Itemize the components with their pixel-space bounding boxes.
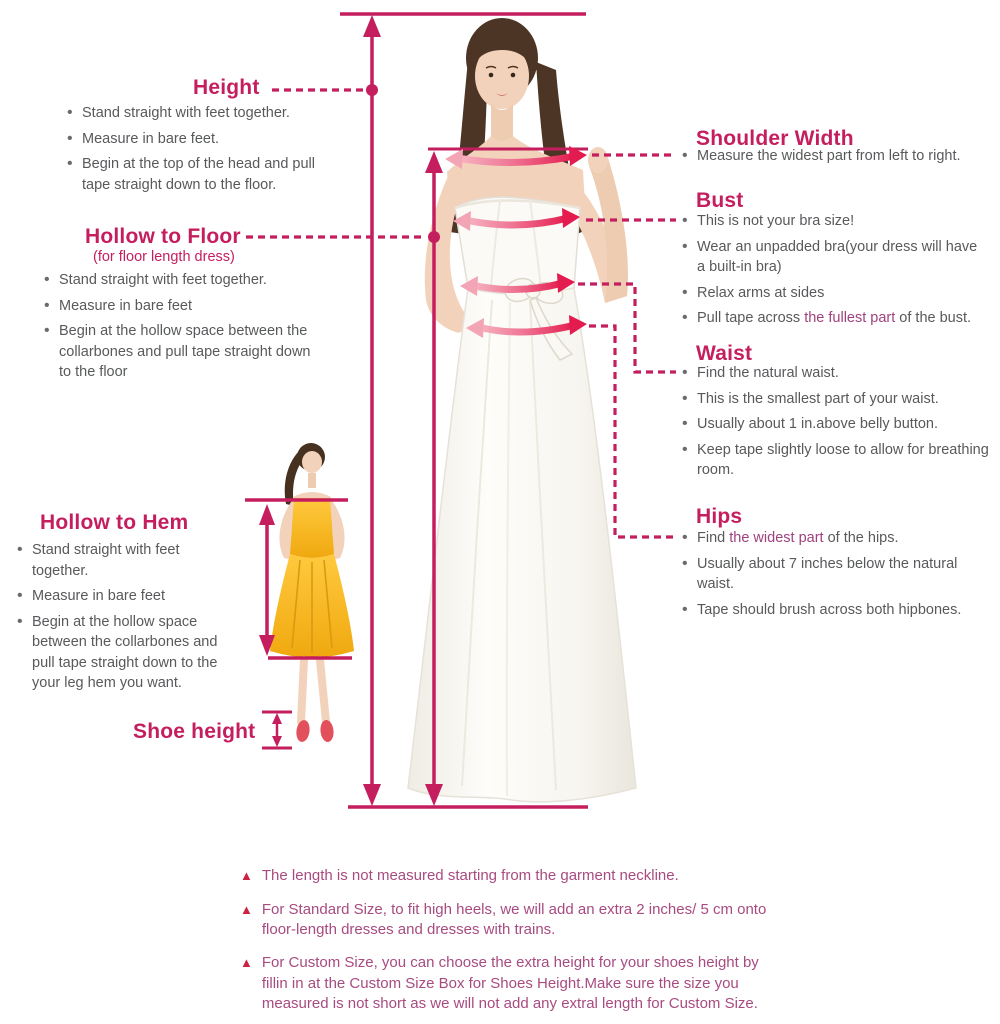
- waist-title: Waist: [696, 342, 753, 365]
- bust-bullet: • Relax arms at sides: [680, 283, 982, 304]
- hips-bullets: [680, 528, 992, 625]
- hips-bullet: • Usually about 7 inches below the natural waist.: [680, 554, 992, 595]
- hollow-to-floor-measure-line: [425, 151, 443, 806]
- waist-bullet: • Usually about 1 in.above belly button.: [680, 414, 992, 435]
- hollow-to-hem-bullet: • Stand straight with feet together.: [15, 540, 223, 581]
- dress-skirt: [408, 288, 636, 802]
- yellow-dress-skirt: [270, 554, 354, 658]
- hips-bullet: • Find the widest part of the hips.: [680, 528, 992, 549]
- waist-bullet: • This is the smallest part of your waist.: [680, 389, 992, 410]
- height-bullet: • Stand straight with feet together.: [65, 103, 337, 124]
- yellow-dress-bodice: [290, 498, 334, 558]
- hips-title: Hips: [696, 505, 743, 528]
- shoe-height-gauge: [262, 712, 292, 748]
- hollow-to-hem-bullet: • Measure in bare feet: [15, 586, 223, 607]
- shoulder-width-bullet: • Measure the widest part from left to right.: [680, 146, 992, 167]
- shoulder-width-arrow: [445, 146, 587, 169]
- hollow-to-floor-bullet: • Stand straight with feet together.: [42, 270, 324, 291]
- bust-bullets: [680, 211, 982, 334]
- shoe-height-title: Shoe height: [133, 720, 256, 743]
- waist-bullets: [680, 363, 992, 486]
- height-measure-line: [363, 15, 381, 806]
- warning-triangle-icon: ▲: [240, 901, 253, 917]
- note-standard-size: [240, 900, 785, 941]
- hollow-to-hem-bullet: • Begin at the hollow space between the collarbones and pull tape straight down to the your leg hem you want.: [15, 612, 223, 694]
- note-length: [240, 866, 785, 887]
- hips-connector: [589, 326, 676, 537]
- small-figure-measure-lines: [245, 500, 352, 658]
- waist-bow: [502, 275, 572, 360]
- dress-bodice: [455, 197, 580, 294]
- height-bullet: • Measure in bare feet.: [65, 129, 337, 150]
- waist-bullet: • Find the natural waist.: [680, 363, 992, 384]
- face: [475, 43, 529, 109]
- height-bullet: • Begin at the top of the head and pull tape straight down to the floor.: [65, 154, 337, 195]
- red-shoes: [295, 719, 335, 743]
- hollow-to-floor-bullets: [42, 270, 324, 388]
- warning-triangle-icon: ▲: [240, 955, 253, 971]
- hollow-to-hem-bullets: [15, 540, 223, 699]
- shoulder-width-title: Shoulder Width: [696, 127, 854, 150]
- hollow-to-hem-title: Hollow to Hem: [40, 511, 189, 534]
- hollow-to-floor-bullet: • Measure in bare feet: [42, 296, 324, 317]
- height-bullets: [65, 103, 337, 200]
- bust-bullet: • Pull tape across the fullest part of the bust.: [680, 308, 982, 329]
- waist-connector: [578, 284, 676, 372]
- hollow-to-floor-title: Hollow to Floor: [85, 225, 241, 248]
- notes: [240, 866, 785, 1014]
- waist-arrow: [460, 273, 575, 296]
- hollow-to-floor-subtitle: (for floor length dress): [93, 249, 235, 265]
- hips-arrow: [466, 315, 587, 338]
- note-text: For Standard Size, to fit high heels, we will add an extra 2 inches/ 5 cm onto floor-length dresses and dresses with trains.: [261, 900, 767, 939]
- shoulder-width-bullets: [680, 146, 992, 172]
- waist-bullet: • Keep tape slightly loose to allow for breathing room.: [680, 440, 992, 481]
- height-title: Height: [193, 76, 260, 99]
- tape-arrows: [445, 146, 587, 338]
- hollow-to-floor-bullet: • Begin at the hollow space between the collarbones and pull tape straight down to the floor: [42, 321, 324, 383]
- bust-arrow: [453, 208, 580, 231]
- note-text: The length is not measured starting from the garment neckline.: [261, 867, 679, 884]
- warning-triangle-icon: ▲: [240, 868, 253, 883]
- hips-bullet: • Tape should brush across both hipbones.: [680, 600, 992, 621]
- small-model-figure: [270, 443, 354, 743]
- note-text: For Custom Size, you can choose the extra height for your shoes height by fillin in at the Custom Size Box for Shoes Height.Make sure the size you measured is not short as we will not add any extral length for Custom Size.: [261, 954, 759, 1012]
- bust-bullet: • Wear an unpadded bra(your dress will have a built-in bra): [680, 237, 982, 278]
- note-custom-size: [240, 953, 785, 1014]
- bust-title: Bust: [696, 189, 744, 212]
- main-model-figure: [408, 18, 636, 802]
- bust-bullet: • This is not your bra size!: [680, 211, 982, 232]
